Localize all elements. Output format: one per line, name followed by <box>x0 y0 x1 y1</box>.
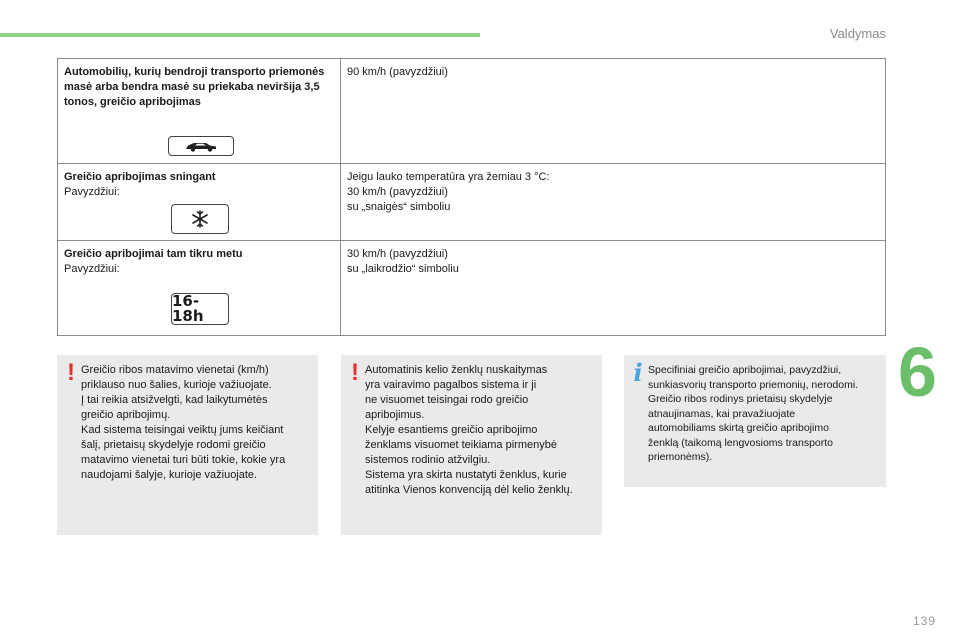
note-text: Automatinis kelio ženklų nuskaitymas yra vairavimo pagalbos sistema ir ji ne visuomet teisingai rodo greičio apribojimus. Kelyje esantiems greičio apribojimo ženklams visuomet teikiama pirmenybė sistemos rodinio atžvilgiu. Sistema yra skirta nustatyti ženklus, kurie atitinka Vienos konvenciją dėl kelio ženklų. <box>365 364 573 496</box>
warning-icon: ! <box>351 359 359 386</box>
snowflake-sign-icon <box>171 204 229 234</box>
row-subtitle: Pavyzdžiui: <box>64 263 120 275</box>
speed-limit-table <box>57 58 886 336</box>
row-value-line: 30 km/h (pavyzdžiui) <box>347 186 448 198</box>
chapter-number: 6 <box>898 333 937 411</box>
row-label-cell <box>58 164 341 241</box>
row-subtitle: Pavyzdžiui: <box>64 186 120 198</box>
row-value-line: su „laikrodžio“ simboliu <box>347 263 459 275</box>
info-note-specific-limits <box>624 355 886 487</box>
note-text: Greičio ribos matavimo vienetai (km/h) priklauso nuo šalies, kurioje važiuojate. Į tai reikia atsižvelgti, kad laikytumėtės greičio apribojimų. Kad sistema teisingai veiktų jums keičiant šalį, prietaisų skydelyje rodomi greičio matavimo vienetai turi būti tokie, kokie yra naudojami šalyje, kurioje važiuojate. <box>81 364 286 481</box>
time-sign-icon: 16-18h <box>171 293 229 325</box>
info-icon: i <box>633 358 643 387</box>
row-value-line: 90 km/h (pavyzdžiui) <box>347 66 448 78</box>
car-sign-icon <box>168 136 234 156</box>
row-value-line: 30 km/h (pavyzdžiui) <box>347 248 448 260</box>
warning-icon: ! <box>67 359 75 386</box>
table-row <box>58 59 886 164</box>
warning-note-units <box>57 355 318 535</box>
row-value-cell <box>341 241 886 336</box>
row-label-cell <box>58 59 341 164</box>
warning-note-recognition <box>341 355 602 535</box>
section-title: Valdymas <box>829 26 886 41</box>
row-value-line: Jeigu lauko temperatūra yra žemiau 3 °C: <box>347 171 550 183</box>
row-title: Automobilių, kurių bendroji transporto priemonės masė arba bendra masė su priekaba neviršija 3,5 tonos, greičio apribojimas <box>64 66 325 108</box>
note-text: Specifiniai greičio apribojimai, pavyzdžiui, sunkiasvorių transporto priemonių, nerodomi. Greičio ribos rodinys prietaisų skydelyje atnaujinamas, kai pravažiuojate automobiliams skirtą greičio apribojimo ženklą (taikomą lengvosioms transporto priemonėms). <box>648 364 859 463</box>
row-value-line: su „snaigės“ simboliu <box>347 201 451 213</box>
row-value-cell <box>341 164 886 241</box>
header-accent-bar <box>0 33 480 37</box>
row-title: Greičio apribojimai tam tikru metu <box>64 248 243 260</box>
row-value-cell <box>341 59 886 164</box>
row-title: Greičio apribojimas sningant <box>64 171 216 183</box>
page-number: 139 <box>912 614 936 628</box>
table-row <box>58 164 886 241</box>
row-label-cell <box>58 241 341 336</box>
table-row <box>58 241 886 336</box>
